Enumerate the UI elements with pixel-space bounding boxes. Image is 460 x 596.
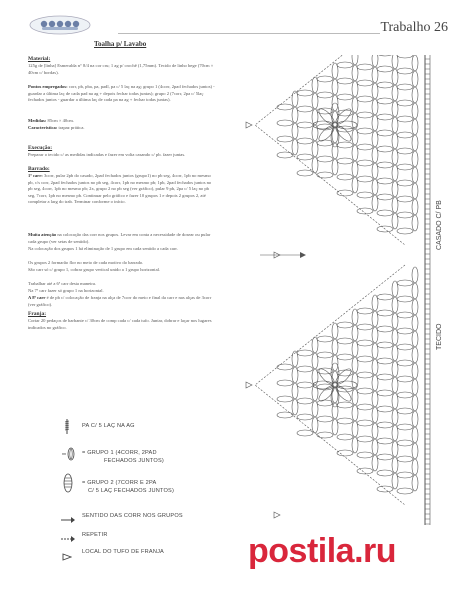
header-rule xyxy=(118,33,380,34)
grupo-1-stitch xyxy=(412,331,418,347)
side-label-tecido: TECIDO xyxy=(436,323,443,350)
grupo-1-stitch xyxy=(412,199,418,215)
grupo-2-stitch xyxy=(317,124,337,144)
grupo-1-stitch xyxy=(377,98,393,104)
grupo-1-stitch xyxy=(297,106,313,112)
grupo-1-stitch xyxy=(312,353,318,369)
grupo-1-stitch xyxy=(412,283,418,299)
grupo-1-stitch xyxy=(372,327,378,343)
grupo-1-stitch xyxy=(377,358,393,364)
grupo-1-stitch xyxy=(297,398,313,404)
grupo-1-stitch xyxy=(357,192,373,198)
grupo-1-stitch xyxy=(392,393,398,409)
grupo-1-stitch xyxy=(412,55,418,71)
carr8-label: A 8ª carr xyxy=(28,295,46,300)
caracteristica-heading: Característica: xyxy=(28,125,58,130)
grupo-1-stitch xyxy=(372,179,378,195)
carr1-label: 1ª carr: xyxy=(28,173,43,178)
grupo-1-stitch xyxy=(397,280,413,286)
grupo-1-stitch xyxy=(392,213,398,229)
grupo-1-stitch xyxy=(392,441,398,457)
grupo-1-stitch xyxy=(392,409,398,425)
grupo-1-stitch xyxy=(357,128,373,134)
material-text: 125g de [linha] Esmeralda n° 8/4 na cor cru; 1 ag p/ crochê (1,75mm). Tecido de linho bege (70cm × 40cm c/ bordas). xyxy=(28,63,214,75)
atencao-text: na colocação das corr nos grupos. Levar em conta a necessidade de dosear ou pular cada grupo (ver setas de sentido). xyxy=(28,232,211,244)
grupo-1-stitch xyxy=(397,424,413,430)
grupo-1-stitch xyxy=(372,311,378,327)
grupo-1-stitch xyxy=(317,92,333,98)
grupo-1-stitch xyxy=(277,136,293,142)
legend-label-grupo1-line2: FECHADOS JUNTOS) xyxy=(104,458,164,464)
grupo-1-stitch xyxy=(292,91,298,107)
franja-heading: Franja: xyxy=(28,311,47,317)
grupo-1-stitch xyxy=(372,147,378,163)
grupo-1-stitch xyxy=(377,66,393,72)
grupo-1-stitch xyxy=(372,407,378,423)
grupo-1-stitch xyxy=(377,406,393,412)
grupo-1-stitch xyxy=(352,437,358,453)
grupo-1-stitch xyxy=(337,338,353,344)
grupo-1-stitch xyxy=(392,165,398,181)
grupo-1-stitch xyxy=(372,99,378,115)
grupo-1-stitch xyxy=(412,315,418,331)
grupo-1-stitch xyxy=(372,439,378,455)
grupo-1-stitch xyxy=(412,183,418,199)
grupo-1-stitch xyxy=(357,436,373,442)
grupo-1-stitch xyxy=(352,113,358,129)
grupo-1-stitch xyxy=(352,373,358,389)
grupo-2-icon xyxy=(61,473,75,498)
grupo-1-stitch xyxy=(392,101,398,117)
grupo-1-stitch xyxy=(337,78,353,84)
grupo-1-stitch xyxy=(412,87,418,103)
grupo-1-stitch xyxy=(297,366,313,372)
grupo-1-stitch xyxy=(372,67,378,83)
triangle-marker-icon xyxy=(62,548,72,566)
grupo-1-stitch xyxy=(412,267,418,283)
grupo-1-stitch xyxy=(397,84,413,90)
grupo-1-stitch xyxy=(412,103,418,119)
grupo-1-stitch xyxy=(332,339,338,355)
grupo-1-stitch xyxy=(377,390,393,396)
grupo-1-stitch xyxy=(277,104,293,110)
grupo-1-stitch xyxy=(392,197,398,213)
grupo-1-stitch xyxy=(357,324,373,330)
carr1-text: 3corr, pular 2pb do casado, 2pad fechados juntos (grupo1) no pb seg, 4corr, 1pb no mesmo pb, c/s corr, 2pad fechados juntos no pb seg, 4corr, 1pb no mesmo pb; 1pb, 2pad fechados juntos no pb seg, 4corr, 1pb no mesmo pb; 2x, grupo 2 no pb seg (ver gráfico), pular 9 pb, 2pa c/ 5 laç no pb seg, 7corr, 1pb no mesmo pb. Continuar pelo gráfico e fazer 10 grupos 1 e depois 2 grupos 2, até completar a larg do trab. Terminar conforme o início. xyxy=(28,173,212,205)
grupo-1-stitch xyxy=(357,420,373,426)
grupo-1-stitch xyxy=(357,388,373,394)
grupo-1-stitch xyxy=(352,357,358,373)
grupo-1-stitch xyxy=(392,457,398,473)
grupo-1-stitch xyxy=(392,425,398,441)
grupo-1-stitch xyxy=(397,55,413,58)
pontos-paragraph xyxy=(28,84,216,104)
grupo-1-stitch xyxy=(277,412,293,418)
grupo-1-stitch xyxy=(412,379,418,395)
grupo-1-stitch xyxy=(392,313,398,329)
grupo-1-stitch xyxy=(357,144,373,150)
grupo-1-stitch xyxy=(312,93,318,109)
grupo-1-stitch xyxy=(377,374,393,380)
grupo-1-stitch xyxy=(352,97,358,113)
grupo-1-stitch xyxy=(412,363,418,379)
grupo-1-stitch xyxy=(377,210,393,216)
grupo-1-stitch xyxy=(352,421,358,437)
caracteristica-text: trapaz prática. xyxy=(58,125,85,130)
grupo-1-stitch xyxy=(412,71,418,87)
grupo-1-stitch xyxy=(412,119,418,135)
grupo-1-stitch xyxy=(397,312,413,318)
grupo-1-stitch xyxy=(312,77,318,93)
grupo-1-stitch xyxy=(412,167,418,183)
carr8-text: é de pb c/ colocação de franja na alça de 7corr do meio e final da carr e nas alças de 3corr (ver gráfico). xyxy=(28,295,212,307)
grupo-1-stitch xyxy=(392,149,398,165)
grupo-1-stitch xyxy=(332,127,338,143)
grupo-1-stitch xyxy=(352,389,358,405)
grupo-1-stitch xyxy=(297,154,313,160)
grupo-1-stitch xyxy=(412,475,418,491)
grupo-1-stitch xyxy=(357,112,373,118)
grupo-1-stitch xyxy=(312,337,318,353)
grupo-1-stitch xyxy=(337,434,353,440)
grupo-1-stitch xyxy=(392,361,398,377)
grupo-1-stitch xyxy=(337,418,353,424)
grupo-1-stitch xyxy=(397,376,413,382)
grupo-1-stitch xyxy=(392,345,398,361)
grupo-1-stitch xyxy=(392,473,398,489)
grupo-1-stitch xyxy=(372,359,378,375)
execucao-text: Preparar o tecido c/ as medidas indicadas e fazer em volta casando c/ pb. fazer juntas. xyxy=(28,152,186,157)
grupo-1-stitch xyxy=(357,308,373,314)
grupo-1-stitch xyxy=(412,299,418,315)
grupo-1-stitch xyxy=(372,115,378,131)
grupo-1-stitch xyxy=(377,82,393,88)
pontos-text: corr, pb, pba, pa, padl, pa c/ 5 laç na ag; grupo 1 (4corr, 2pad fechados juntos) - guardar a última laç de cada pad na ag + depois fechar todas juntas); grupo 2 (7corr, 2pa c/ 5laç fechados juntos - guardar a última laç de cada pa na ag + fechar todas juntas). xyxy=(28,84,215,103)
grupo-1-stitch xyxy=(397,100,413,106)
grupo-1-stitch xyxy=(392,377,398,393)
grupo-1-stitch xyxy=(397,360,413,366)
grupo-1-stitch xyxy=(357,452,373,458)
watermark: postila.ru xyxy=(248,532,397,570)
grupo-1-stitch xyxy=(337,322,353,328)
grupo-1-stitch xyxy=(372,55,378,67)
arrow-right-icon xyxy=(60,511,76,529)
grupo-1-stitch xyxy=(337,62,353,68)
grupo-1-stitch xyxy=(372,131,378,147)
repeat-arrowhead xyxy=(300,252,306,258)
legend-label-grupo1-line1: = GRUPO 1 (4CORR, 2PAD xyxy=(82,450,157,456)
grupo-1-stitch xyxy=(397,328,413,334)
grupo-1-stitch xyxy=(337,190,353,196)
grupo-1-stitch xyxy=(392,85,398,101)
grupo-1-stitch xyxy=(277,364,293,370)
grupo-1-stitch xyxy=(377,294,393,300)
grupo-1-stitch xyxy=(332,323,338,339)
grupo-1-stitch xyxy=(397,148,413,154)
chart-scallop-outline xyxy=(255,265,405,505)
grupo-1-stitch xyxy=(317,172,333,178)
grupo-1-stitch xyxy=(292,383,298,399)
grupo-1-stitch xyxy=(277,396,293,402)
grupo-1-stitch xyxy=(317,336,333,342)
grupo-1-stitch xyxy=(392,117,398,133)
grupo-1-icon xyxy=(61,447,77,466)
grupo-1-stitch xyxy=(337,450,353,456)
crochet-chart-svg xyxy=(240,55,450,525)
grupo-1-stitch xyxy=(372,375,378,391)
barrado-heading: Barrado: xyxy=(28,166,50,172)
grupo-1-stitch xyxy=(352,129,358,145)
grupo-1-stitch xyxy=(312,157,318,173)
grupo-1-stitch xyxy=(297,170,313,176)
grupo-1-stitch xyxy=(332,159,338,175)
grupo-1-stitch xyxy=(372,343,378,359)
grupo-1-stitch xyxy=(357,96,373,102)
grupo-1-stitch xyxy=(317,352,333,358)
grupo-1-stitch xyxy=(292,367,298,383)
carr1-paragraph xyxy=(28,173,216,206)
trabalhar-text: Trabalhar até a 6ª carr desta maneira. xyxy=(28,281,97,286)
grupo-1-stitch xyxy=(397,228,413,234)
pontos-heading: Pontos empregados: xyxy=(28,84,68,89)
grupo-1-stitch xyxy=(397,296,413,302)
grupo-1-stitch xyxy=(372,83,378,99)
legend-label-repetir: REPETIR xyxy=(82,532,108,538)
grupo-1-stitch xyxy=(397,180,413,186)
grupo-1-stitch xyxy=(397,212,413,218)
grupo-1-stitch xyxy=(312,401,318,417)
grupo-1-stitch xyxy=(357,340,373,346)
medidas-heading: Medidas: xyxy=(28,118,47,123)
grupo-1-stitch xyxy=(372,295,378,311)
legend-label-pa: PA C/ 5 LAÇ NA AG xyxy=(82,423,135,429)
tufo-marker xyxy=(246,382,252,388)
medidas-text: 85cm × 40cm. xyxy=(47,118,74,123)
grupo-1-stitch xyxy=(312,417,318,433)
grupo-1-stitch xyxy=(412,395,418,411)
legend-label-sentido: SENTIDO DAS CORR NOS GRUPOS xyxy=(82,513,183,519)
grupo-2-stitch xyxy=(337,121,357,129)
grupo-1-stitch xyxy=(292,123,298,139)
grupo-1-stitch xyxy=(412,135,418,151)
legend-label-tufo: LOCAL DO TUFO DE FRANJA xyxy=(82,549,164,555)
medidas-paragraph xyxy=(28,118,216,125)
grupo-1-stitch xyxy=(352,309,358,325)
grupo-1-stitch xyxy=(357,372,373,378)
material-heading: Material: xyxy=(28,56,51,62)
grupo-1-stitch xyxy=(277,152,293,158)
grupo-1-stitch xyxy=(412,347,418,363)
grupo-1-stitch xyxy=(377,326,393,332)
grupo-1-stitch xyxy=(377,342,393,348)
grupo-1-stitch xyxy=(292,107,298,123)
tufo-marker xyxy=(246,122,252,128)
grupo-1-stitch xyxy=(397,344,413,350)
grupo-1-stitch xyxy=(292,139,298,155)
grupo-2-stitch xyxy=(331,363,339,383)
grupo-1-stitch xyxy=(337,354,353,360)
grupo-1-stitch xyxy=(397,164,413,170)
grupo-2-stitch xyxy=(317,384,337,404)
grupo-1-stitch xyxy=(377,162,393,168)
grupo-1-stitch xyxy=(397,456,413,462)
logo-icon xyxy=(28,14,92,41)
grupo-1-stitch xyxy=(397,392,413,398)
crochet-chart xyxy=(240,55,450,530)
sao-text: São carr só c/ grupo 1, cobrar grupo vertical unido a 1 grupo horizontal. xyxy=(28,267,161,272)
grupo-1-stitch xyxy=(412,411,418,427)
grupo-1-stitch xyxy=(377,422,393,428)
grupo-1-stitch xyxy=(337,94,353,100)
grupo-1-stitch xyxy=(372,163,378,179)
grupo-1-stitch xyxy=(317,416,333,422)
grupo-1-stitch xyxy=(352,81,358,97)
grupo-1-stitch xyxy=(317,76,333,82)
grupo-1-stitch xyxy=(277,380,293,386)
grupo-1-stitch xyxy=(297,122,313,128)
execucao-heading: Execução: xyxy=(28,145,53,151)
document-title: Toalha p/ Lavabo xyxy=(94,40,147,48)
grupo-1-stitch xyxy=(317,156,333,162)
grupo-1-stitch xyxy=(317,432,333,438)
grupo-1-stitch xyxy=(332,387,338,403)
grupo-1-stitch xyxy=(297,414,313,420)
grupo-1-stitch xyxy=(397,132,413,138)
grupo-1-stitch xyxy=(372,391,378,407)
grupo-1-stitch xyxy=(372,455,378,471)
tufo-marker xyxy=(274,512,280,518)
grupo-1-stitch xyxy=(392,55,398,69)
legend-label-grupo2-line1: = GRUPO 2 (7CORR E 2PA xyxy=(82,480,157,486)
grupo-1-stitch xyxy=(392,69,398,85)
grupo-1-stitch xyxy=(357,160,373,166)
grupo-1-stitch xyxy=(297,350,313,356)
grupo-1-stitch xyxy=(312,141,318,157)
grupo-1-stitch xyxy=(337,158,353,164)
colocacao-text: Na colocação dos grupos 1 há eliminação de 1 grupo em cada sentido a cada carr. xyxy=(28,246,178,251)
franja-text: Cortar 20 pedaços de barbante c/ 30cm de comp cada c/ cada tufo. Juntar, dobrar e laçar nos lugares indicados no gráfico. xyxy=(28,318,212,330)
atencao-label: Muita atenção xyxy=(28,232,57,237)
atencao-paragraph xyxy=(28,232,216,245)
grupo-1-stitch xyxy=(297,138,313,144)
grupo-1-stitch xyxy=(352,145,358,161)
grupo-1-stitch xyxy=(412,443,418,459)
pa-5-lac-icon xyxy=(63,417,71,440)
grupo-1-stitch xyxy=(332,419,338,435)
grupo-1-stitch xyxy=(292,351,298,367)
grupos2-text: Os grupos 2 formarão flor no meio de cada motivo do barrado. xyxy=(28,260,144,265)
grupo-1-stitch xyxy=(332,63,338,79)
grupo-1-stitch xyxy=(392,181,398,197)
grupo-1-stitch xyxy=(337,174,353,180)
grupo-1-stitch xyxy=(357,176,373,182)
grupo-1-stitch xyxy=(397,408,413,414)
grupo-1-stitch xyxy=(377,310,393,316)
grupo-1-stitch xyxy=(337,142,353,148)
grupo-1-stitch xyxy=(277,120,293,126)
grupo-1-stitch xyxy=(377,114,393,120)
chart-scallop-outline xyxy=(255,55,405,245)
page-title: Trabalho 26 xyxy=(380,20,448,35)
grupo-1-stitch xyxy=(397,440,413,446)
grupo-1-stitch xyxy=(372,423,378,439)
grupo-1-stitch xyxy=(412,427,418,443)
grupo-1-stitch xyxy=(377,454,393,460)
grupo-1-stitch xyxy=(332,79,338,95)
grupo-1-stitch xyxy=(377,470,393,476)
grupo-1-stitch xyxy=(297,430,313,436)
grupo-1-stitch xyxy=(297,382,313,388)
grupo-1-stitch xyxy=(377,438,393,444)
grupo-1-stitch xyxy=(377,178,393,184)
grupo-2-stitch xyxy=(331,103,339,123)
grupo-1-stitch xyxy=(397,196,413,202)
grupo-1-stitch xyxy=(412,151,418,167)
grupo-1-stitch xyxy=(392,281,398,297)
grupo-1-stitch xyxy=(352,65,358,81)
grupo-1-stitch xyxy=(412,215,418,231)
grupo-1-stitch xyxy=(377,130,393,136)
carr7-text: Na 7ª carr fazer só grupo 1 na horizontal. xyxy=(28,288,104,293)
grupo-1-stitch xyxy=(352,325,358,341)
grupo-2-stitch xyxy=(337,381,357,389)
grupo-1-stitch xyxy=(397,68,413,74)
grupo-1-stitch xyxy=(397,488,413,494)
grupo-1-stitch xyxy=(337,402,353,408)
caracteristica-paragraph xyxy=(28,125,216,132)
grupo-1-stitch xyxy=(377,194,393,200)
grupo-1-stitch xyxy=(392,133,398,149)
grupo-1-stitch xyxy=(392,297,398,313)
grupo-1-stitch xyxy=(392,329,398,345)
grupo-1-stitch xyxy=(352,405,358,421)
grupo-1-stitch xyxy=(352,161,358,177)
grupo-1-stitch xyxy=(352,55,358,65)
grupo-1-stitch xyxy=(352,177,358,193)
grupo-1-stitch xyxy=(372,195,378,211)
grupo-1-stitch xyxy=(352,341,358,357)
grupo-1-stitch xyxy=(397,116,413,122)
grupo-1-stitch xyxy=(357,64,373,70)
side-label-casado: CASADO C/ PB xyxy=(436,200,443,250)
grupo-1-stitch xyxy=(377,146,393,152)
grupo-1-stitch xyxy=(357,356,373,362)
grupo-1-stitch xyxy=(297,90,313,96)
grupo-1-stitch xyxy=(292,399,298,415)
grupo-1-stitch xyxy=(412,459,418,475)
grupo-1-stitch xyxy=(357,404,373,410)
grupo-1-stitch xyxy=(397,472,413,478)
carr8-paragraph xyxy=(28,295,216,308)
repeat-arrow-icon xyxy=(60,530,76,548)
legend-label-grupo2-line2: C/ 5 LAÇ FECHADOS JUNTOS) xyxy=(88,488,175,494)
grupo-1-stitch xyxy=(377,55,393,56)
grupo-1-stitch xyxy=(357,80,373,86)
